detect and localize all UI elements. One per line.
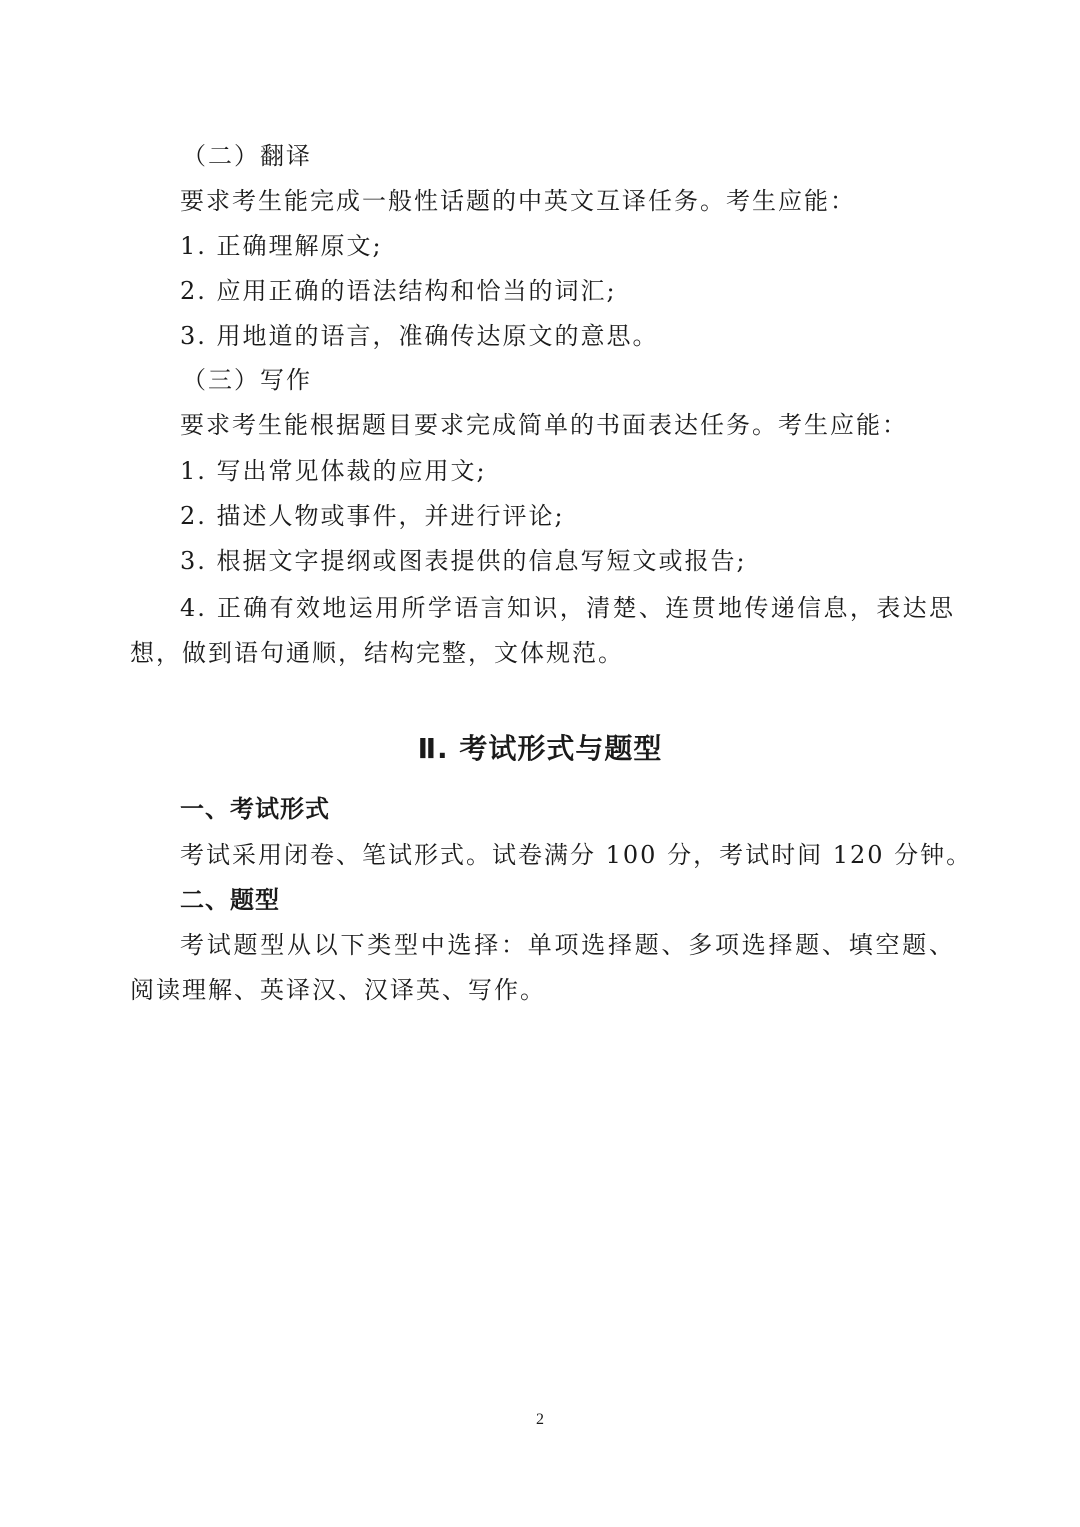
writing-heading: （三）写作	[182, 366, 312, 394]
writing-item-4: 4. 正确有效地运用所学语言知识，清楚、连贯地传递信息，表达思想，做到语句通顺，结构完整，文体规范。	[130, 594, 955, 667]
page-number: 2	[536, 1411, 544, 1428]
question-type-heading: 二、题型	[180, 886, 280, 914]
translation-heading: （二）翻译	[182, 142, 312, 170]
writing-item-3: 3. 根据文字提纲或图表提供的信息写短文或报告;	[180, 547, 747, 575]
translation-intro: 要求考生能完成一般性话题的中英文互译任务。考生应能：	[180, 187, 856, 215]
writing-item-2: 2. 描述人物或事件，并进行评论;	[180, 502, 565, 530]
translation-item-1: 1. 正确理解原文;	[180, 232, 383, 260]
exam-form-text: 考试采用闭卷、笔试形式。试卷满分 100 分，考试时间 120 分钟。	[180, 841, 973, 869]
translation-item-2: 2. 应用正确的语法结构和恰当的词汇;	[180, 277, 617, 305]
translation-item-3: 3. 用地道的语言，准确传达原文的意思。	[180, 322, 659, 350]
exam-form-heading: 一、考试形式	[180, 795, 330, 823]
question-type-text: 考试题型从以下类型中选择：单项选择题、多项选择题、填空题、阅读理解、英译汉、汉译英、写作。	[130, 931, 955, 1004]
writing-item-1: 1. 写出常见体裁的应用文;	[180, 457, 487, 485]
writing-intro: 要求考生能根据题目要求完成简单的书面表达任务。考生应能：	[180, 411, 908, 439]
section-title: Ⅱ. 考试形式与题型	[417, 732, 663, 765]
